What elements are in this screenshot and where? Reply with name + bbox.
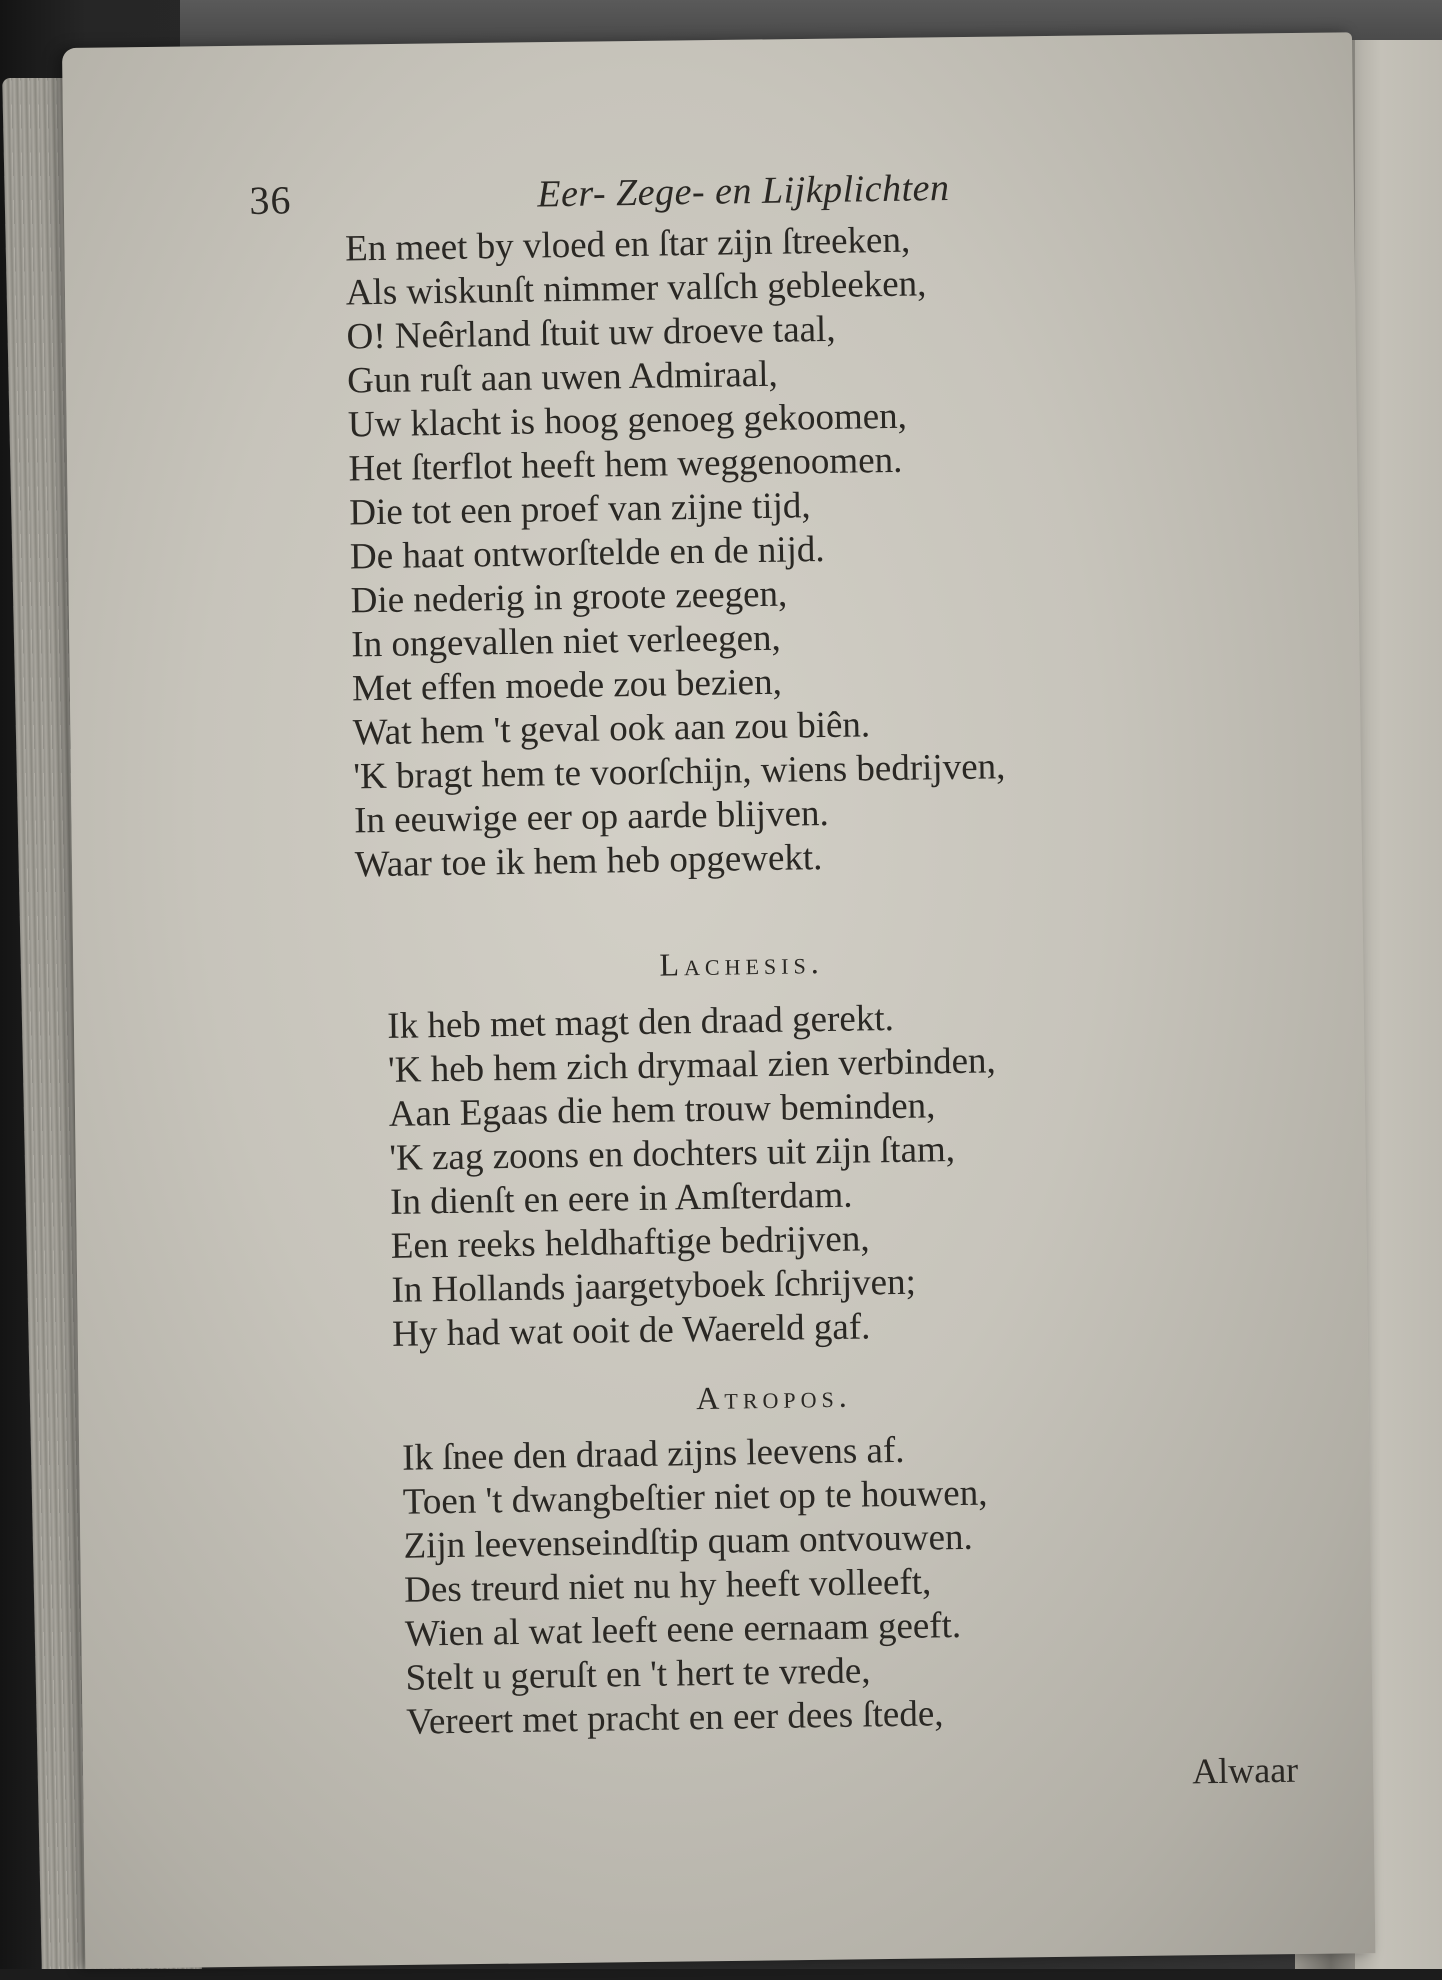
verse-line: Die nederig in groote zeegen,: [350, 573, 788, 622]
verse-line: Ik ſnee den draad zijns leevens af.: [401, 1429, 905, 1479]
verse-line: In eeuwige eer op aarde blijven.: [353, 792, 830, 842]
verse-line: Met effen moede zou bezien,: [351, 661, 783, 710]
verse-line: Toen 't dwangbeſtier niet op te houwen,: [402, 1472, 988, 1523]
speaker-heading-atropos: Atropos.: [695, 1377, 852, 1417]
verse-line: Wat hem 't geval ook aan zou biên.: [352, 704, 871, 754]
verse-line: Het ſterflot heeft hem weggenoomen.: [348, 439, 903, 490]
verse-line: Aan Egaas die hem trouw beminden,: [388, 1085, 936, 1135]
verse-line: Ik heb met magt den draad gerekt.: [387, 997, 895, 1047]
verse-line: Wien al wat leeft eene eernaam geeft.: [404, 1604, 962, 1655]
verse-line: Hy had wat ooit de Waereld gaf.: [391, 1306, 871, 1355]
verse-line: 'K bragt hem te voorſchijn, wiens bedrijven,: [353, 746, 1006, 798]
verse-line: Des treurd niet nu hy heeft volleeft,: [403, 1561, 932, 1611]
running-title: Eer- Zege- en Lijkplichten: [536, 166, 950, 216]
verse-line: Die tot een proef van zijne tijd,: [348, 485, 811, 534]
verse-block-2: [387, 995, 1000, 1357]
verse-line: 'K zag zoons en dochters uit zijn ſtam,: [389, 1129, 956, 1179]
verse-block-1: [345, 217, 1007, 887]
verse-line: En meet by vloed en ſtar zijn ſtreeken,: [344, 219, 911, 270]
verse-line: Als wiskunſt nimmer valſch gebleeken,: [345, 263, 927, 314]
verse-line: In dienſt en eere in Amſterdam.: [389, 1174, 853, 1223]
verse-line: De haat ontworſtelde en de nijd.: [349, 528, 825, 578]
verse-line: Uw klacht is hoog genoeg gekoomen,: [347, 395, 908, 446]
verse-line: 'K heb hem zich drymaal zien verbinden,: [387, 1040, 997, 1091]
page-number: 36: [249, 177, 292, 223]
verse-block-3: [402, 1428, 991, 1745]
verse-line: In Hollands jaargetyboek ſchrijven;: [391, 1261, 917, 1311]
verse-line: Zijn leevenseindſtip quam ontvouwen.: [403, 1516, 974, 1567]
speaker-heading-lachesis: Lachesis.: [659, 944, 824, 983]
verse-line: Stelt u geruſt en 't hert te vrede,: [405, 1650, 871, 1699]
verse-line: Gun ruſt aan uwen Admiraal,: [346, 353, 779, 402]
verse-line: Een reeks heldhaftige bedrijven,: [390, 1218, 870, 1267]
verse-line: Vereert met pracht en eer dees ſtede,: [405, 1693, 944, 1743]
catchword: Alwaar: [1191, 1749, 1299, 1792]
verse-line: O! Neêrland ſtuit uw droeve taal,: [346, 308, 836, 358]
verse-line: Waar toe ik hem heb opgewekt.: [354, 837, 823, 886]
verse-line: In ongevallen niet verleegen,: [351, 617, 782, 666]
